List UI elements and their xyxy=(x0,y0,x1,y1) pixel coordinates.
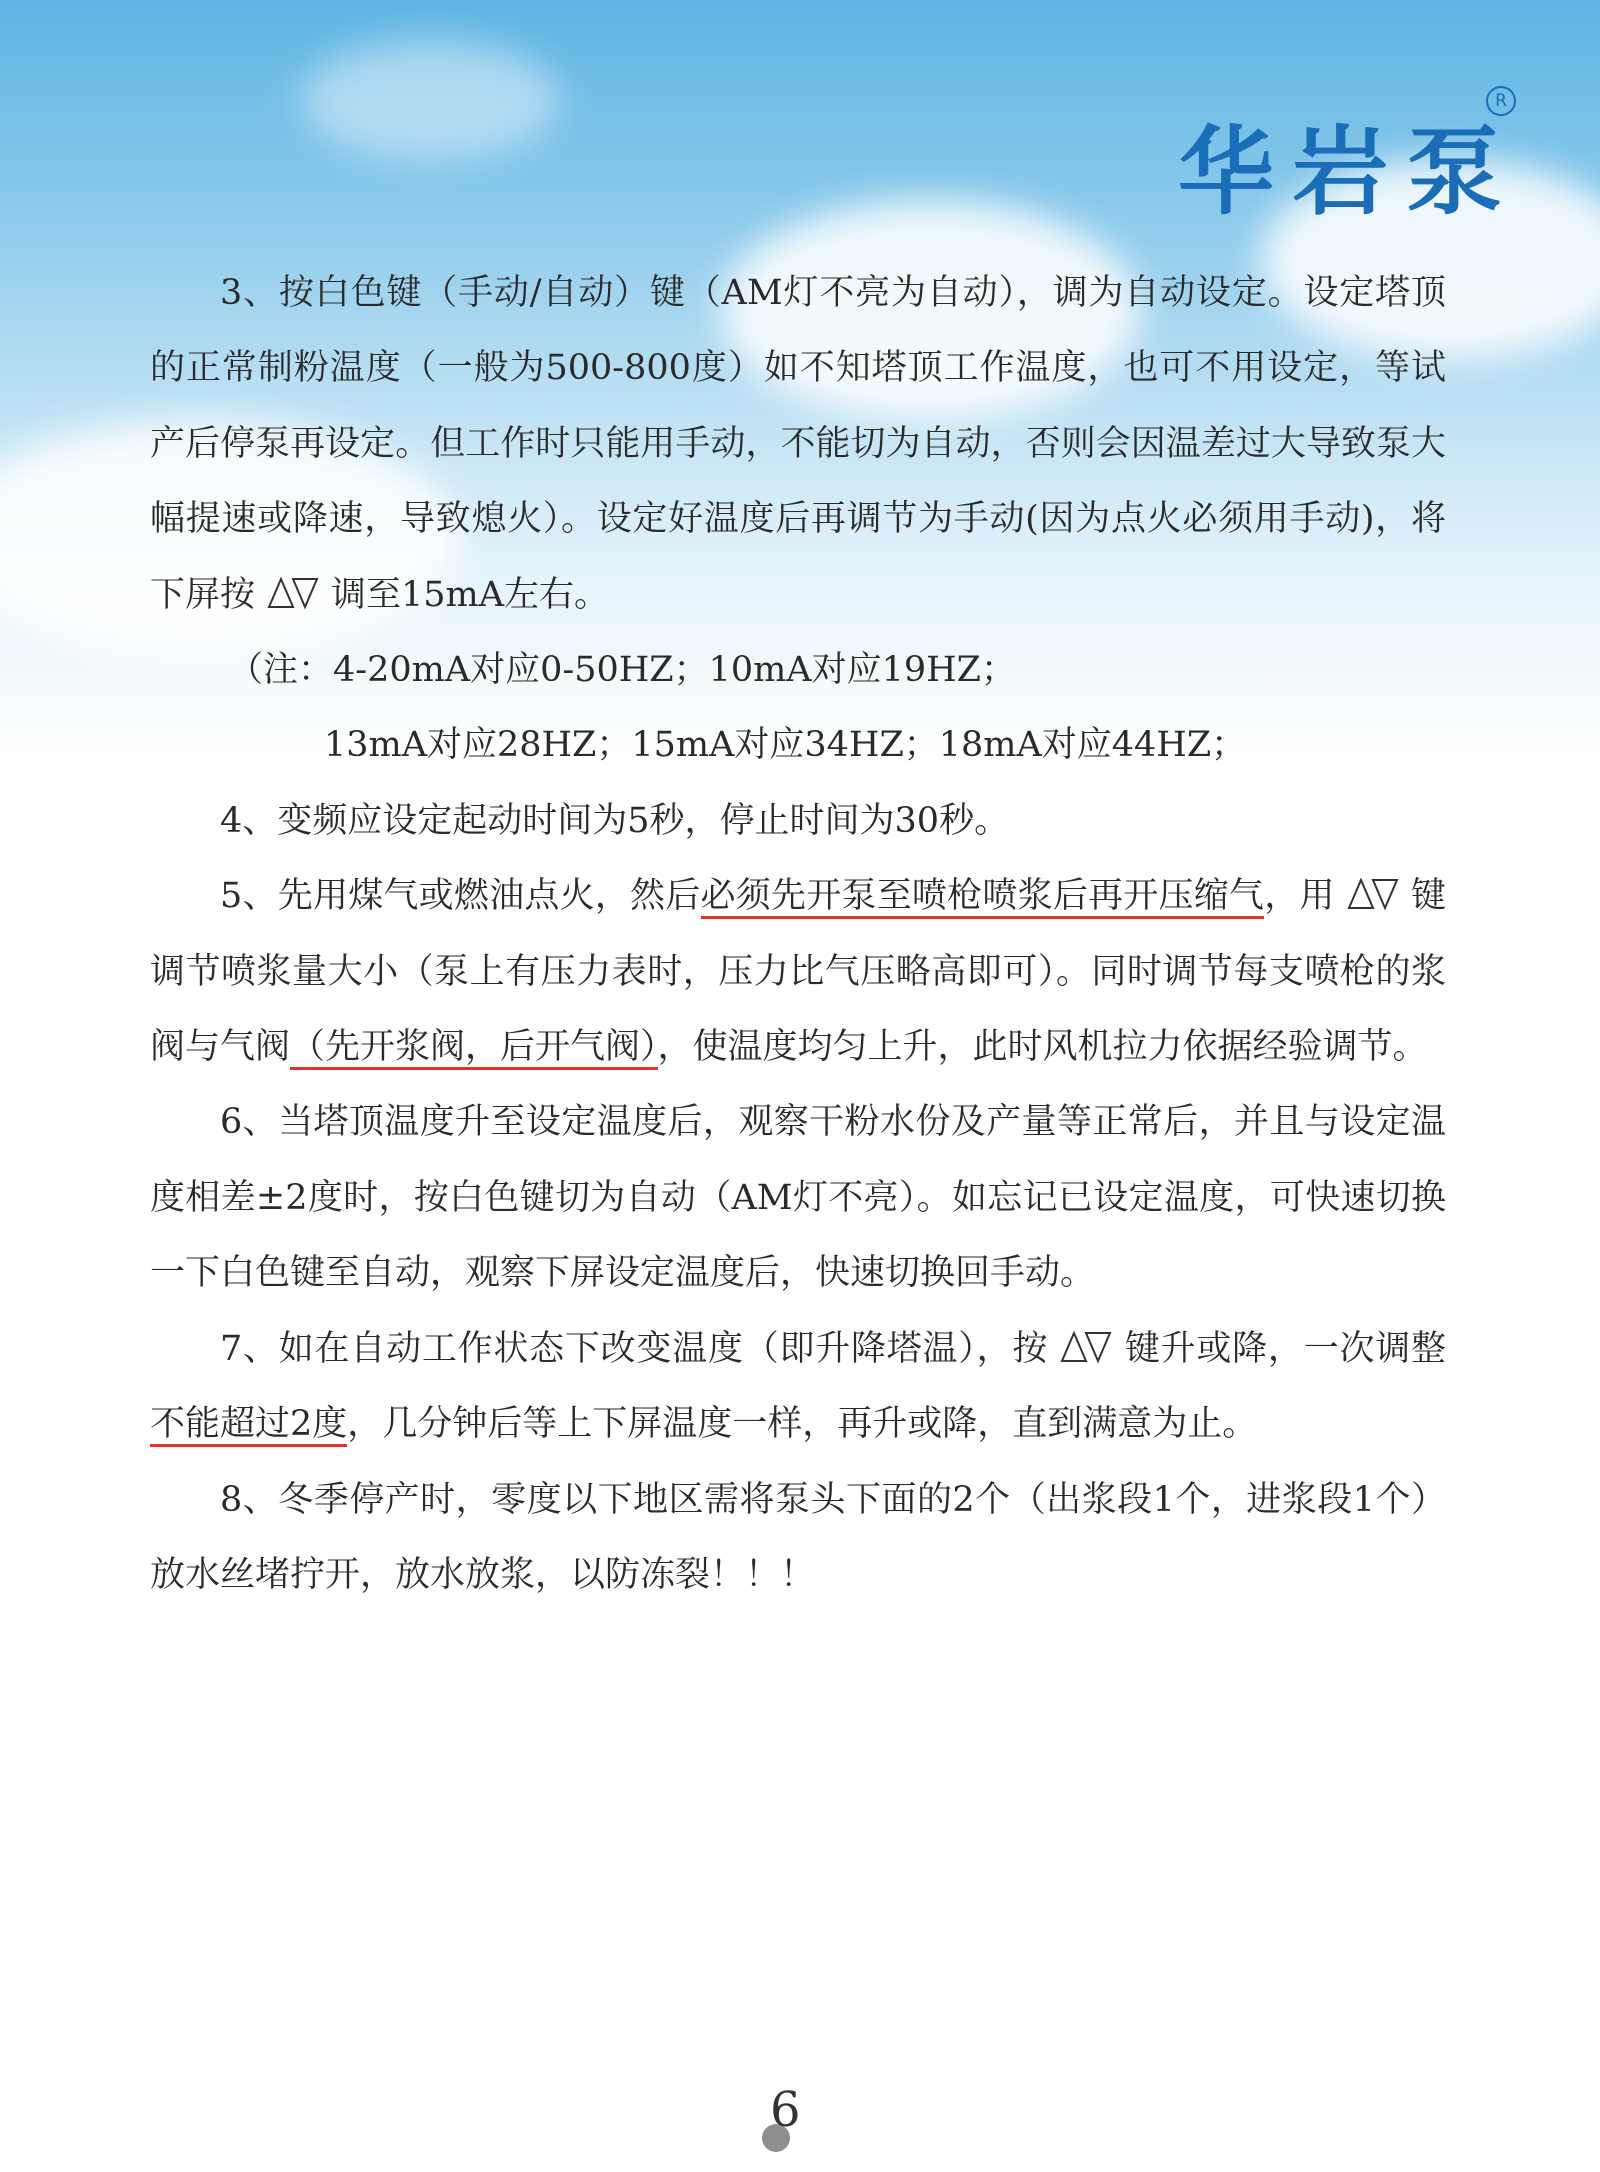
cloud-decoration xyxy=(300,40,560,160)
document-body xyxy=(150,256,1446,1613)
paragraph-text: ，使温度均匀上升，此时风机拉力依据经验调节。 xyxy=(657,1027,1428,1068)
paragraph-text: 5、先用煤气或燃油点火，然后 xyxy=(220,876,701,917)
paragraph-text: ，用 xyxy=(1264,876,1335,917)
underlined-text: 必须先开泵至喷枪喷浆后再开压缩气 xyxy=(701,876,1265,919)
paragraph-5 xyxy=(150,859,1446,1085)
note-line-2: 13mA对应28HZ；15mA对应34HZ；18mA对应44HZ； xyxy=(324,725,1247,766)
up-down-triangle-icon xyxy=(265,576,321,610)
paragraph-8: 8、冬季停产时，零度以下地区需将泵头下面的2个（出浆段1个，进浆段1个）放水丝堵拧开，放水放浆，以防冻裂！！！ xyxy=(150,1479,1446,1595)
paragraph-7 xyxy=(150,1312,1446,1463)
paragraph-4: 4、变频应设定起动时间为5秒，停止时间为30秒。 xyxy=(220,800,1010,841)
paragraph-text: ，几分钟后等上下屏温度一样，再升或降，直到满意为止。 xyxy=(347,1404,1258,1445)
paragraph-text: 3、按白色键（手动/自动）键（AM灯不亮为自动），调为自动设定。设定塔顶的正常制粉温度（一般为500-800度）如不知塔顶工作温度，也可不用设定，等试产后停泵再设定。但工作时只能用手动，不能切为自动，否则会因温差过大导致泵大幅提速或降速，导致熄火）。设定好温度后再调节为手动(因为点火必须用手动)，将下屏按 xyxy=(150,273,1446,615)
up-down-triangle-icon xyxy=(1345,877,1401,911)
registered-mark-icon: R xyxy=(1486,86,1516,116)
paragraph-3 xyxy=(150,256,1446,633)
paragraph-text: 键调节喷浆量大小（泵上有压力表时，压力比气压略高即可）。同时调节每支喷枪的浆阀与气阀 xyxy=(150,876,1446,1068)
paragraph-text: 键升或降，一次调整 xyxy=(1124,1328,1446,1369)
underlined-text: 不能超过2度 xyxy=(150,1404,347,1447)
paragraph-text: 调至15mA左右。 xyxy=(331,574,610,615)
underlined-text: （先开浆阀，后开气阀） xyxy=(290,1027,658,1070)
note-line-1: （注：4-20mA对应0-50HZ；10mA对应19HZ； xyxy=(228,650,1016,691)
paragraph-6: 6、当塔顶温度升至设定温度后，观察干粉水份及产量等正常后，并且与设定温度相差±2度时，按白色键切为自动（AM灯不亮）。如忘记已设定温度，可快速切换一下白色键至自动，观察下屏设定温度后，快速切换回手动。 xyxy=(150,1102,1446,1294)
brand-logo: 华岩泵 xyxy=(1178,116,1520,228)
up-down-triangle-icon xyxy=(1058,1330,1114,1364)
page-number: 6 xyxy=(770,2082,801,2138)
paragraph-text: 7、如在自动工作状态下改变温度（即升降塔温），按 xyxy=(220,1328,1049,1369)
